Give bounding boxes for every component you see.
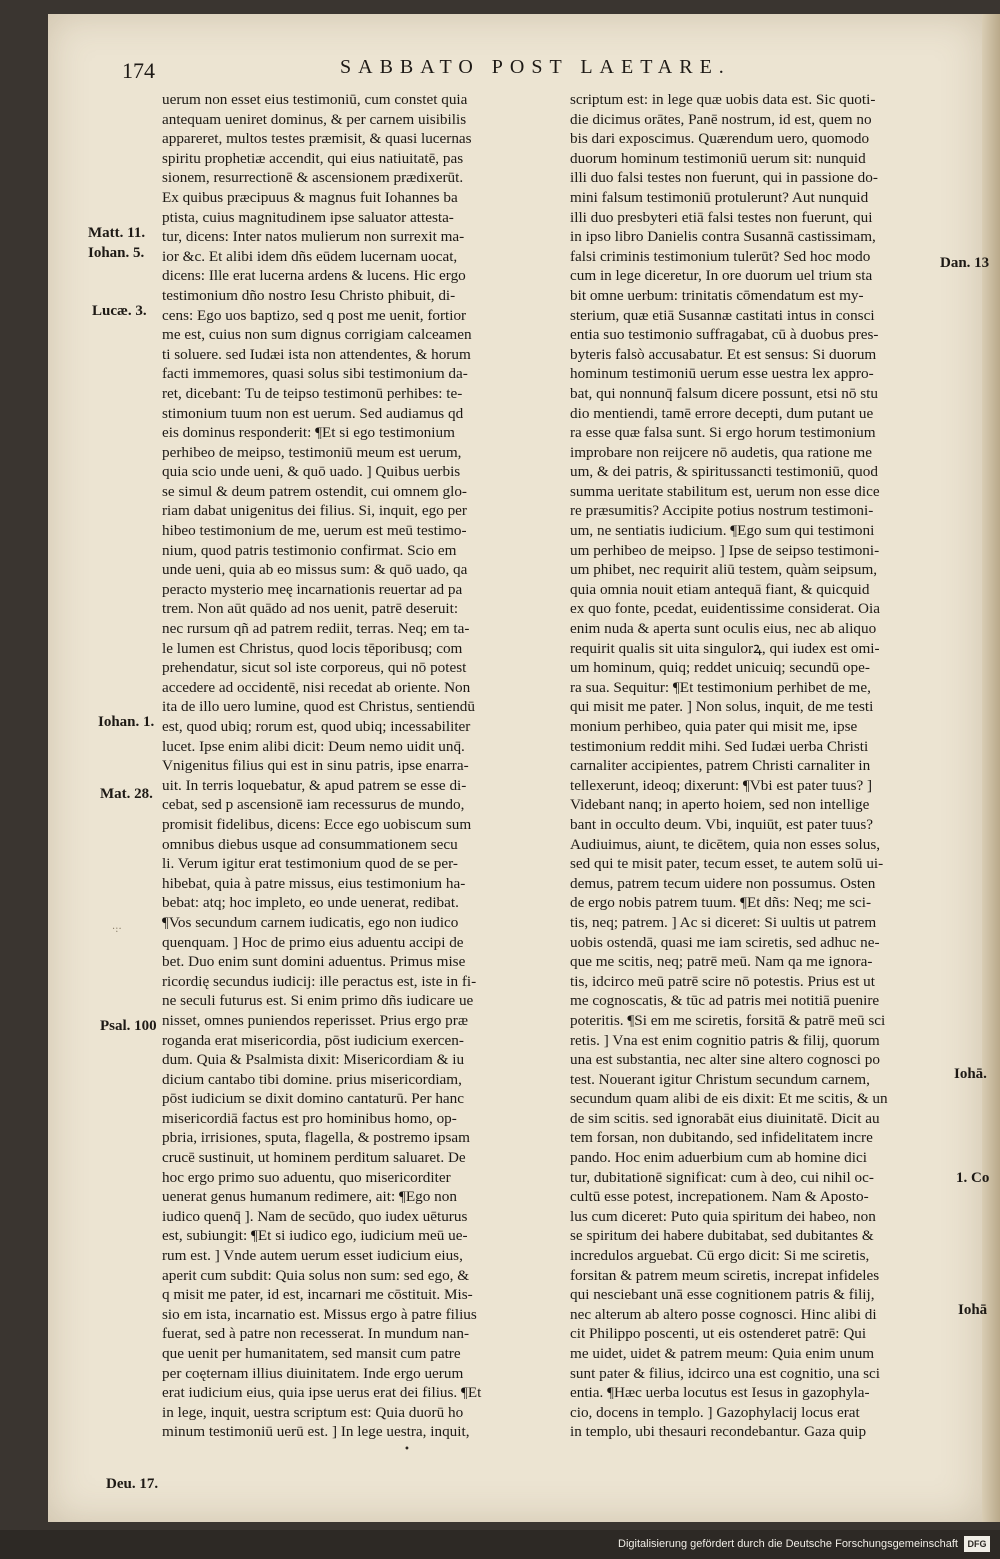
text-line: lucet. Ipse enim alibi dicit: Deum nemo uidit unq̄. (162, 737, 465, 755)
text-line: in ipso libro Danielis contra Susannā castissimam, (570, 228, 876, 246)
text-line: poteritis. ¶Si em me sciretis, forsitā & patrē meū sci (570, 1011, 886, 1029)
text-line: est, quod ubiq; rorum est, quod ubiq; incessabiliter (162, 718, 471, 735)
text-line: enim nuda & aperta sunt oculis eius, nec ab aliquo (570, 620, 877, 638)
text-line: rum est. ] Vnde autem uerum esset iudicium eius, (162, 1247, 463, 1265)
text-line: bit omne uerbum: trinitatis cōmendatum est my- (570, 286, 864, 304)
text-line: cit Philippo poscenti, ut eis ostenderet patrē: Qui (570, 1325, 867, 1343)
text-line: uerum non esset eius testimoniū, cum constet quia (162, 91, 468, 108)
text-line: entia suo testimonio suffragabat, cū à duobus pres- (570, 326, 879, 344)
text-line: ra sua. Sequitur: ¶Et testimonium perhibet de me, (570, 678, 871, 696)
text-line: Audiuimus, aiunt, te dicētem, quia non esses solus, (570, 835, 881, 853)
text-line: pando. Hoc enim aduerbium cum ab homine dici (570, 1149, 867, 1167)
text-line: duorum hominum testimoniū uerum sit: nunquid (570, 149, 866, 167)
text-line: requirit qualis sit uita singulorꝝ, qui iudex est omi- (570, 639, 880, 657)
text-line: spiritu prophetiæ accendit, qui eius natiuitatē, pas (162, 149, 464, 167)
dfg-logo: DFG (964, 1536, 990, 1552)
text-line: uit. In terris loquebatur, & apud patrem se esse di- (162, 776, 467, 794)
margin-note-left: Matt. 11. (88, 225, 146, 241)
text-line: bet. Duo enim sunt domini aduentus. Primus mise (162, 953, 466, 971)
text-line: cum in lege diceretur, In ore duorum uel trium sta (570, 267, 873, 285)
text-line: de ergo nobis patrem tuum. ¶Et dñs: Neq; me sci- (570, 894, 872, 912)
text-line: die dicimus orātes, Panē nostrum, id est, quem no (570, 110, 872, 128)
text-line: um hominum, quiq; reddet unicuiq; secundū ope- (570, 659, 870, 677)
text-column-right (570, 90, 932, 1442)
margin-note-right: Iohā (958, 1302, 988, 1318)
margin-note-left: Iohan. 1. (98, 714, 155, 730)
text-line: retis. ] Vna est enim cognitio patris & filij, quorum (570, 1031, 880, 1049)
page-edge (982, 14, 1000, 1522)
text-line: ti soluere. sed Iudæi ista non attendentes, & horum (162, 345, 471, 363)
text-line: de sim scitis. sed ignorabāt eius diuinitatē. Dicit au (570, 1109, 880, 1127)
text-line: prehendatur, sicut sol iste corporeus, qui nō potest (162, 659, 467, 677)
text-column-left (162, 90, 534, 1442)
text-line: dum. Quia & Psalmista dixit: Misericordiam & iu (162, 1051, 465, 1069)
text-line: dio mentiendi, tamē errore decepti, dum putant ue (570, 404, 874, 422)
text-line: sed qui te misit pater, tecum esset, te autem solū ui- (570, 855, 884, 873)
text-line: forsitan & patrem meum sciretis, increpat infideles (570, 1266, 880, 1284)
text-line: iudico quenq̄ ]. Nam de secūdo, quo iudex uēturus (162, 1207, 468, 1225)
text-line: testimonium dño nostro Iesu Christo phibuit, di- (162, 286, 456, 304)
text-line: ex quo fonte, pcedat, euidentissime considerat. Oia (570, 600, 880, 618)
text-line: nisset, omnes puniendos reperisset. Prius ergo præ (162, 1011, 468, 1029)
text-line: stimonium tuum non est uerum. Sed audiamus qd (162, 404, 464, 422)
text-line: cebat, sed p ascensionē iam recessurus de mundo, (162, 796, 465, 814)
text-line: le lumen est Christus, quod locis tēporibusq; com (162, 639, 463, 657)
text-line: ra esse quæ falsa sunt. Si ergo horum testimonium (570, 424, 876, 442)
text-line: in templo, ubi thesauri recondebantur. Gaza quip (570, 1423, 867, 1441)
text-line: trem. Non aūt quādo ad nos uenit, patrē deseruit: (162, 600, 459, 618)
text-line: in lege, inquit, uestra scriptum est: Quia duorū ho (162, 1403, 464, 1421)
text-line: sionem, resurrectionē & ascensionem prædixerūt. (162, 169, 464, 187)
text-line: um, ne sentiatis iudicium. ¶Ego sum qui testimoni (570, 522, 875, 540)
text-line: ptista, cuius magnitudinem ipse saluator attesta- (162, 208, 454, 226)
text-line: promisit fidelibus, dicens: Ecce ego uobiscum sum (162, 815, 472, 833)
text-line: hibeo testimonium de me, uerum est meū testimo- (162, 522, 467, 540)
text-line: uenerat genus humanum redimere, ait: ¶Ego non (162, 1188, 457, 1206)
text-line: secundum quam alibi de eis dixit: Et me scitis, & un (570, 1090, 888, 1108)
text-line: me est, cuius non sum dignus corrigiam calceamen (162, 326, 472, 344)
text-line: sterium, quæ etiā Susannæ castitati intus in consci (570, 306, 875, 324)
text-line: bant in occulto deum. Vbi, inquiūt, est pater tuus? (570, 815, 873, 833)
text-line: ior &c. Et alibi idem dñs eūdem lucernam uocat, (162, 247, 458, 265)
text-line: re præsumitis? Accipite potius nostrum testimoni- (570, 502, 874, 520)
text-line: bis dari exposcimus. Quærendum uero, quomodo (570, 130, 870, 148)
text-line: appareret, multos testes præmisit, & quasi lucernas (162, 130, 472, 148)
text-line: riam dabat unigenitus dei filius. Si, inquit, ego per (162, 502, 467, 520)
text-line: ¶Vos secundum carnem iudicatis, ego non iudico (162, 913, 459, 931)
text-line: cens: Ego uos baptizo, sed q post me uenit, fortior (162, 306, 467, 324)
text-line: nec rursum qñ ad patrem rediit, terras. Neq; em ta- (162, 620, 470, 638)
text-line: improbare non reijcere nō audetis, qua ratione me (570, 443, 872, 461)
text-line: dicium cantabo tibi domine. prius misericordiam, (162, 1070, 462, 1088)
margin-note-left: Psal. 100 (100, 1018, 157, 1034)
text-line: aperit cum subdit: Quia solus non sum: sed ego, & (162, 1266, 470, 1284)
text-line: test. Nouerant igitur Christum secundum carnem, (570, 1070, 870, 1088)
page-number: 174 (122, 58, 155, 83)
text-line: mini falsum testimoniū protulerunt? Aut nunquid (570, 188, 869, 206)
margin-note-right: 1. Co (956, 1170, 990, 1186)
text-line: me uidet, uidet & patrem meum: Quia enim unum (570, 1345, 875, 1362)
text-line: fuerat, sed à patre non recesserat. In mundum nan- (162, 1325, 469, 1343)
text-line: demus, patrem tecum uidere non possumus. Osten (570, 874, 876, 892)
text-line: dicens: Ille erat lucerna ardens & lucens. Hic ergo (162, 267, 466, 285)
text-line: roganda erat misericordia, pōst iudicium exercen- (162, 1031, 464, 1049)
text-line: accedere ad occidentē, nisi recedat ab oriente. Non (162, 678, 471, 696)
text-line: quia omnia nouit etiam antequā fiant, & quicquid (570, 580, 870, 598)
text-line: summa ueritate stabilitum est, uerum non esse dice (570, 482, 880, 500)
text-line: incredulos arguebat. Cū ergo dicit: Si me sciretis, (570, 1247, 870, 1265)
margin-note-right: Dan. 13 (940, 255, 990, 271)
text-line: crucē sustinuit, ut hominem perditum saluaret. De (162, 1149, 466, 1167)
margin-note-left: Mat. 28. (100, 786, 153, 802)
text-line: unde ueni, quia ab eo missus sum: & quō uado, qa (162, 561, 468, 579)
text-line: qui misit me pater. ] Non solus, inquit, de me testi (570, 698, 874, 716)
text-line: me cognoscatis, & tūc ad patris mei notitiā puenire (570, 992, 880, 1010)
text-line: misericordiā factus est pro hominibus homo, op- (162, 1109, 457, 1127)
text-line: per coęternam illius diuinitatem. Inde ergo uerum (162, 1364, 464, 1382)
text-line: q misit me pater, id est, incarnari me cōstituit. Mis- (162, 1286, 473, 1304)
text-line: tis, neq; patrem. ] Ac si diceret: Si uultis ut patrem (570, 913, 877, 931)
text-line: minum testimoniū uerū est. ] In lege uestra, inquit, (162, 1423, 470, 1441)
text-line: Ex quibus præcipuus & magnus fuit Iohannes ba (162, 188, 458, 206)
page-ornament: • (404, 1444, 410, 1455)
text-line: lus cum diceret: Puto quia spiritum dei habeo, non (570, 1207, 876, 1225)
text-line: pōst iudicium se dixit domino cantaturū. Per hanc (162, 1090, 465, 1108)
text-line: nec alterum ab altero posse cognosci. Hinc alibi di (570, 1305, 877, 1323)
text-line: sunt pater & filius, idcirco una est cognitio, una sci (570, 1364, 881, 1382)
text-line: um perhibeo de meipso. ] Ipse de seipso testimoni- (570, 541, 880, 559)
text-line: est, subiungit: ¶Et si iudico ego, iudicium meū ue- (162, 1227, 468, 1245)
text-line: ita de illo uero lumine, quod est Christus, sentiendū (162, 698, 475, 716)
text-line: que me scitis, neq; patrē meū. Nam qa me ignora- (570, 953, 873, 971)
text-line: sio em ista, incarnatio est. Missus ergo à patre filius (162, 1305, 477, 1323)
text-line: hibebat, quia à patre missus, eius testimonium ha- (162, 874, 466, 892)
margin-note-left: Deu. 17. (106, 1476, 159, 1492)
running-title: SABBATO POST LAETARE. (340, 56, 731, 78)
text-line: um, & dei patris, & spiritussancti testimoniū, quod (570, 463, 878, 481)
text-line: monium perhibeo, quia pater qui misit me, ipse (570, 718, 858, 735)
text-line: se simul & deum patrem ostendit, cui omnem glo- (162, 482, 467, 500)
text-line: erat iudicium eius, quia ipse uerus erat dei filius. ¶Et (162, 1384, 482, 1402)
margin-note-left: Lucæ. 3. (92, 303, 147, 319)
text-line: illi duo falsi testes non fuerunt, qui in passione do- (570, 169, 878, 187)
text-line: tur, dicens: Inter natos mulierum non surrexit ma- (162, 228, 465, 246)
digitization-footer (0, 1530, 1000, 1559)
text-line: hoc ergo primo suo aduentu, quo misericorditer (162, 1168, 451, 1186)
text-line: falsi criminis testimonium tulerūt? Sed hoc modo (570, 247, 871, 265)
text-line: li. Verum igitur erat testimonium quod de se per- (162, 855, 458, 873)
ink-mark: ·:· (112, 924, 122, 935)
text-line: se spiritum dei habere dubitabat, sed dubitantes & (570, 1227, 874, 1245)
text-line: nium, quod patris testimonio confirmat. Scio em (162, 541, 457, 559)
text-line: carnaliter accipientes, patrem Christi carnaliter in (570, 757, 871, 775)
text-line: entia. ¶Hæc uerba locutus est Iesus in gazophyla- (570, 1384, 870, 1402)
text-line: que uenit per humanitatem, sed mansit cum patre (162, 1345, 461, 1362)
text-line: illi duo presbyteri etiā falsi testes non fuerunt, qui (570, 208, 873, 226)
text-line: cio, docens in templo. ] Gazophylacij locus erat (570, 1403, 860, 1421)
text-line: peracto mysterio meę incarnationis reuertar ad pa (162, 580, 463, 598)
funding-notice: Digitalisierung gefördert durch die Deutsche Forschungsgemeinschaft (618, 1538, 958, 1550)
text-line: omnibus diebus usque ad consummationem secu (162, 835, 458, 853)
text-line: qui nesciebant unā esse cognitionem patris & filij, (570, 1286, 875, 1304)
text-line: ret, dicebant: Tu de teipso testimonū perhibes: te- (162, 384, 463, 402)
text-line: uobis ostendā, quasi me iam sciretis, sed adhuc ne- (570, 933, 880, 951)
text-line: bat, qui nonnunq̄ falsum dicere possunt, etsi nō stu (570, 384, 878, 402)
text-line: ne seculi futurus est. Si enim primo dñs iudicare ue (162, 992, 474, 1010)
text-line: hominum testimoniū uerum esse uestra lex appro- (570, 365, 874, 383)
text-line: perhibeo de meipso, testimoniū meum est uerum, (162, 443, 462, 461)
text-line: Videbant nanq; in aperto hoiem, sed non intellige (570, 796, 870, 814)
text-line: tis, idcirco meū patrē scire nō potestis. Prius est ut (570, 972, 875, 990)
text-line: testimonium reddit mihi. Sed Iudæi uerba Christi (570, 737, 869, 755)
text-line: um phibet, nec requirit aliū testem, quàm seipsum, (570, 561, 878, 579)
text-line: scriptum est: in lege quæ uobis data est. Sic quoti- (570, 91, 876, 108)
text-line: bebat: atq; hoc impleto, eo unde uenerat, redibat. (162, 894, 459, 912)
text-line: quia scio unde ueni, & quō uado. ] Quibus uerbis (162, 463, 461, 481)
text-line: eis dominus responderit: ¶Et si ego testimonium (162, 424, 455, 442)
text-line: tem forsan, non dubitando, sed infidelitatem incre (570, 1129, 873, 1147)
text-line: tur, dubitationē significat: cum à deo, cui nihil oc- (570, 1168, 874, 1186)
page-header (72, 48, 982, 84)
text-line: facti immemores, quasi solus sibi testimonium da- (162, 365, 468, 383)
text-line: antequam ueniret dominus, & per carnem uisibilis (162, 110, 467, 128)
margin-note-left: Iohan. 5. (88, 245, 145, 261)
text-line: pbria, irrisiones, sputa, flagella, & postremo ipsam (162, 1129, 470, 1147)
text-line: Vnigenitus filius qui est in sinu patris, ipse enarra- (162, 757, 469, 775)
text-line: byteris falsò accusabatur. Et est sensus: Si duorum (570, 345, 877, 363)
margin-note-right: Iohā. (954, 1066, 987, 1082)
text-line: ricordię secundus iudicij: ille peractus est, iste in fi- (162, 972, 477, 990)
text-line: tellexerunt, ideoq; dixerunt: ¶Vbi est pater tuus? ] (570, 776, 873, 794)
text-line: cultū esse potest, increpationem. Nam & Aposto- (570, 1188, 869, 1206)
text-line: quenquam. ] Hoc de primo eius aduentu accipi de (162, 933, 464, 951)
text-line: una est substantia, nec alter sine altero cognosci po (570, 1051, 880, 1069)
